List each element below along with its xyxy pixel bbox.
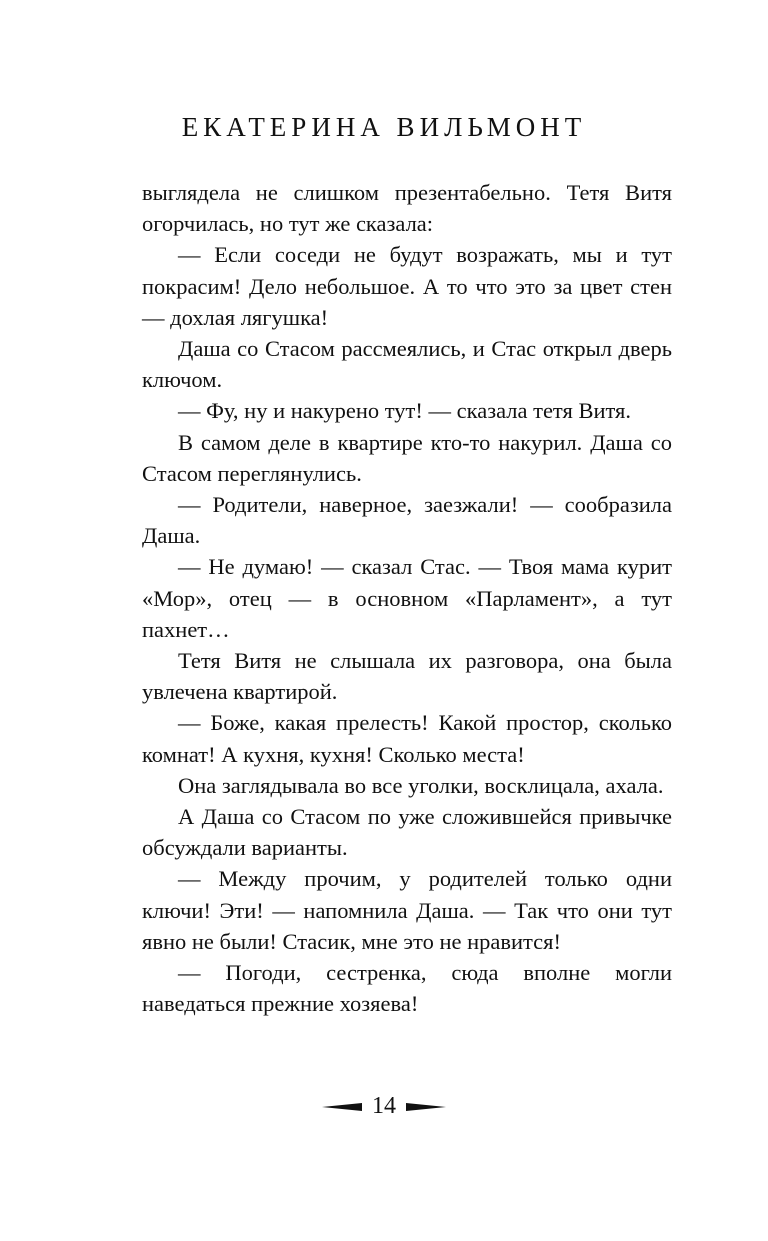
right-ornament-icon xyxy=(406,1102,446,1112)
paragraph-10: Она заглядывала во все уголки, восклицала, ахала. xyxy=(178,772,664,798)
page-folio xyxy=(0,1093,768,1120)
paragraph-8: Тетя Витя не слышала их разговора, она была увлечена квартирой. xyxy=(142,648,672,705)
paragraph-1: выглядела не слишком презентабельно. Тетя Витя огорчилась, но тут же сказала: xyxy=(142,180,672,237)
running-head-author: ЕКАТЕРИНА ВИЛЬМОНТ xyxy=(181,112,587,142)
paragraph-9: — Боже, какая прелесть! Какой простор, сколько комнат! А кухня, кухня! Сколько места! xyxy=(142,710,672,767)
paragraph-12: — Между прочим, у родителей только одни ключи! Эти! — напомнила Даша. — Так что они тут явно не были! Стасик, мне это не нравится! xyxy=(142,866,672,954)
paragraph-11: А Даша со Стасом по уже сложившейся привычке обсуждали варианты. xyxy=(142,804,672,861)
page-number: 14 xyxy=(372,1093,396,1119)
paragraph-7: — Не думаю! — сказал Стас. — Твоя мама курит «Мор», отец — в основном «Парламент», а тут пахнет… xyxy=(142,554,672,642)
left-ornament-icon xyxy=(322,1102,362,1112)
paragraph-2: — Если соседи не будут возражать, мы и тут покрасим! Дело небольшое. А то что это за цвет стен — дохлая лягушка! xyxy=(142,242,672,330)
paragraph-13: — Погоди, сестренка, сюда вполне могли наведаться прежние хозяева! xyxy=(142,960,672,1017)
paragraph-6: — Родители, наверное, заезжали! — сообразила Даша. xyxy=(142,492,672,549)
paragraph-4: — Фу, ну и накурено тут! — сказала тетя Витя. xyxy=(178,398,631,424)
paragraph-3: Даша со Стасом рассмеялись, и Стас открыл дверь ключом. xyxy=(142,336,672,393)
page-body-text xyxy=(142,177,672,1019)
paragraph-5: В самом деле в квартире кто-то накурил. Даша со Стасом переглянулись. xyxy=(142,429,672,486)
